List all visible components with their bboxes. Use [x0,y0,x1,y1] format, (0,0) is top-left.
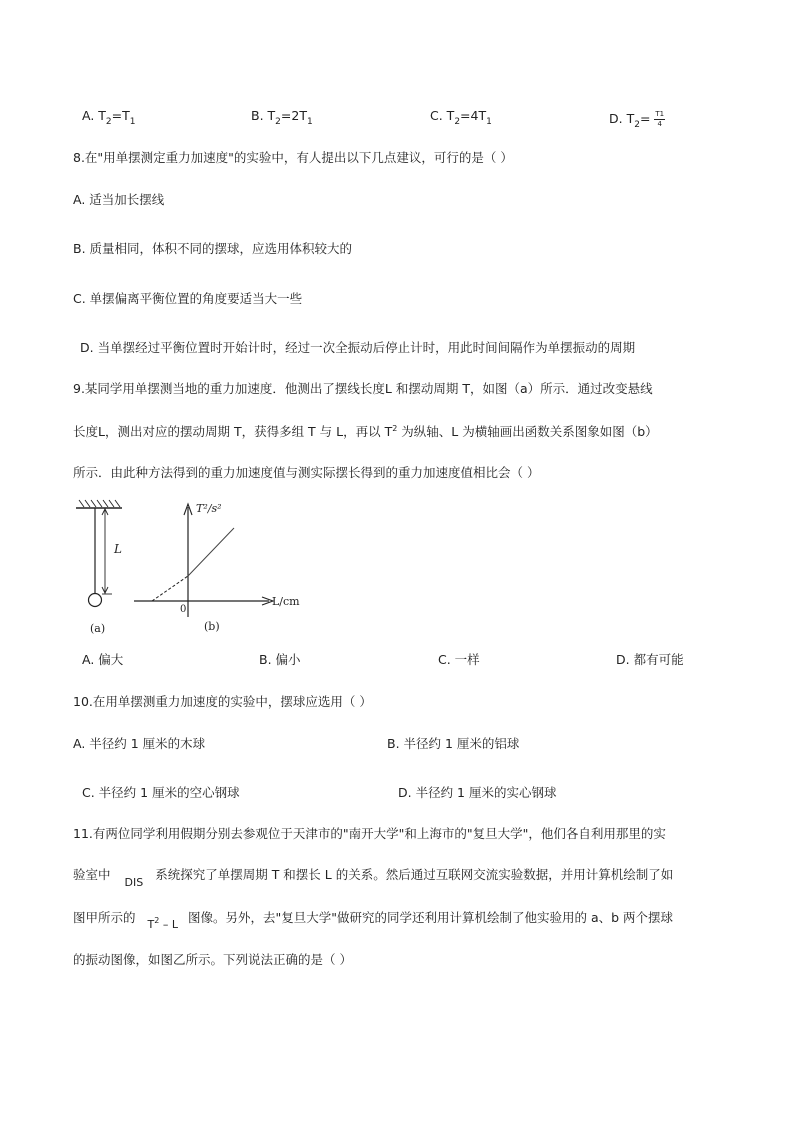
q9-figure [72,495,322,640]
q11-stem-line2: 验室中DIS系统探究了单摆周期 T 和摆长 L 的关系。然后通过互联网交流实验数据，并用计算机绘制了如 [73,867,674,889]
q7-option-d: D. $T_2=$ $\frac{T1}{4}$ [609,110,665,130]
q9-stem-line3: 所示．由此种方法得到的重力加速度值与测实际摆长得到的重力加速度值相比会（ ） [73,465,540,480]
q8-option-b: B. 质量相同，体积不同的摆球，应选用体积较大的 [73,241,353,256]
q11-stem-line3: 图甲所示的 $T^2$ – L 图像。另外，去"复旦大学"做研究的同学还利用计算机绘制了他实验用的 a、b 两个摆球 [73,910,674,931]
q9-option-d: D. 都有可能 [616,652,684,667]
q9-option-c: C. 一样 [438,652,480,667]
q7-option-a: A. $T_2=T_1$ [82,108,136,127]
q8-stem: 8.在"用单摆测定重力加速度"的实验中，有人提出以下几点建议，可行的是（ ） [73,150,513,165]
q11-stem-line1: 11.有两位同学利用假期分别去参观位于天津市的"南开大学"和上海市的"复旦大学"，他们各自利用那里的实 [73,826,666,841]
graph-line-measured [188,528,234,576]
q9-stem-line1: 9.某同学用单摆测当地的重力加速度．他测出了摆线长度L 和摆动周期 T，如图（a）所示．通过改变悬线 [73,381,653,396]
q8-option-c: C. 单摆偏离平衡位置的角度要适当大一些 [73,291,303,306]
t2-l-formula: $T^2$ – L [147,916,178,931]
q11-stem-line4: 的振动图像，如图乙所示。下列说法正确的是（ ） [73,952,352,967]
q10-option-d: D. 半径约 1 厘米的实心钢球 [398,785,557,800]
q9-stem-line2: 长度L，测出对应的摆动周期 T，获得多组 T 与 L，再以 $T^2$ 为纵轴、L 为横轴画出函数关系图象如图（b） [73,424,658,439]
x-axis-label: L/cm [272,595,300,608]
q10-option-b: B. 半径约 1 厘米的铝球 [387,736,520,751]
q8-option-d: D. 当单摆经过平衡位置时开始计时，经过一次全振动后停止计时，用此时间间隔作为单摆振动的周期 [80,340,636,355]
pendulum-diagram [76,500,122,635]
q7-option-b: B. $T_2=2T_1$ [251,108,313,127]
q7-option-c: C. $T_2=4T_1$ [430,108,492,127]
figure-a-label: (a) [90,622,106,635]
q9-option-a: A. 偏大 [82,652,124,667]
fraction: $\frac{T1}{4}$ [655,110,665,128]
q10-option-c: C. 半径约 1 厘米的空心钢球 [82,785,240,800]
q10-option-a: A. 半径约 1 厘米的木球 [73,736,206,751]
q10-stem: 10.在用单摆测重力加速度的实验中，摆球应选用（ ） [73,694,372,709]
q8-option-a: A. 适当加长摆线 [73,192,165,207]
graph-line-extrapolated [152,576,188,601]
origin-label: 0 [180,604,187,615]
figure-b-label: (b) [204,620,220,633]
length-label-L: L [114,542,122,556]
t2-l-graph [134,502,300,633]
dis-label: DIS [124,876,144,889]
q9-option-b: B. 偏小 [259,652,301,667]
y-axis-label: T²/s² [196,502,222,515]
